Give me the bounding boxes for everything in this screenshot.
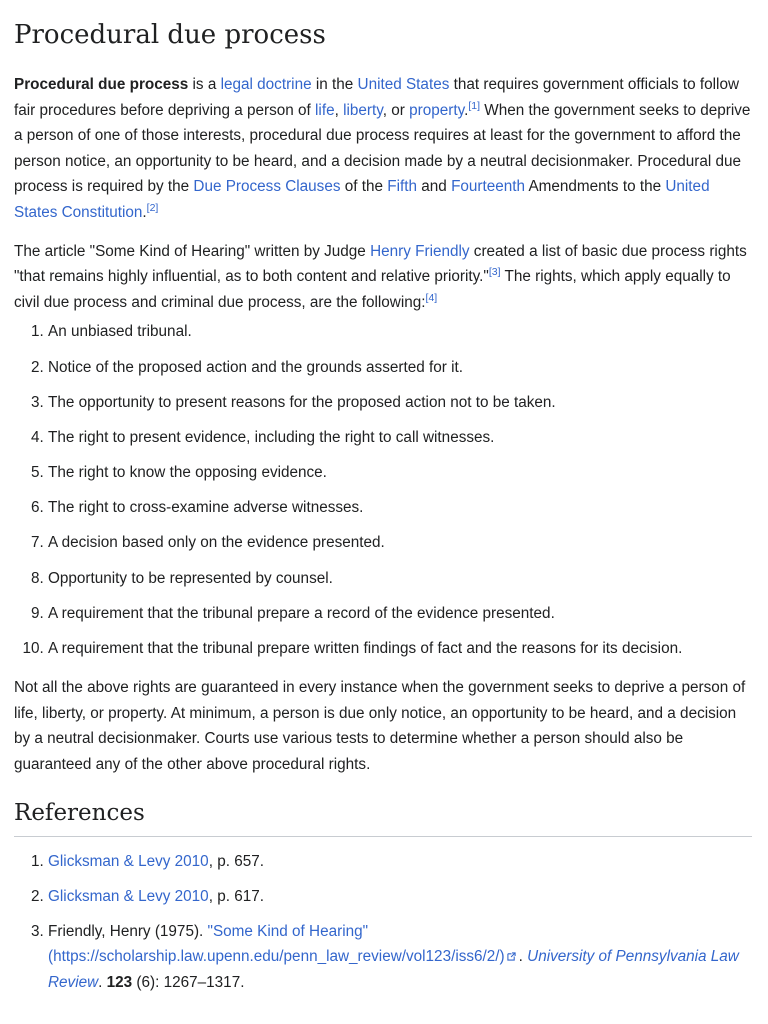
- link-property[interactable]: property: [409, 101, 465, 119]
- list-item: 3. The opportunity to present reasons for the proposed action not to be taken.: [48, 394, 754, 429]
- references-list: [14, 849, 754, 996]
- list-item: 10. A requirement that the tribunal prepare written findings of fact and the reasons for its decision.: [48, 640, 754, 675]
- link-henry-friendly[interactable]: Henry Friendly: [370, 242, 470, 260]
- text: The article "Some Kind of Hearing" written by Judge: [14, 242, 371, 260]
- text: of the: [340, 178, 388, 196]
- page-title: Procedural due process: [14, 20, 326, 50]
- friendly-paragraph: [14, 239, 754, 316]
- rights-list: [14, 323, 754, 675]
- text: The rights, which apply equally to civil due process and criminal due process, are the following:: [14, 268, 731, 311]
- text: .: [142, 203, 147, 221]
- list-item: 4. The right to present evidence, including the right to call witnesses.: [48, 429, 754, 464]
- text: , p. 657.: [208, 852, 264, 870]
- reference-link[interactable]: Glicksman & Levy 2010: [48, 852, 209, 870]
- text: (6): 1267–1317.: [132, 973, 245, 991]
- text: When the government seeks to deprive a person of one of those interests, procedural due process requires at least for the government to afford the person notice, an opportunity to be heard, and a decision made by a neutral decisionmaker. Procedural due process is required by the: [14, 101, 751, 196]
- text: Amendments to the: [525, 178, 666, 196]
- link-fourteenth[interactable]: Fourteenth: [451, 178, 526, 196]
- text: in the: [311, 76, 358, 93]
- intro-paragraph: [14, 72, 754, 226]
- external-reference-link[interactable]: "Some Kind of Hearing" (https://scholarship.law.upenn.edu/penn_law_review/vol123/iss6/2/): [48, 922, 505, 966]
- citation-1[interactable]: [1]: [468, 99, 481, 112]
- citation-4[interactable]: [4]: [425, 291, 438, 304]
- link-fifth[interactable]: Fifth: [387, 178, 418, 196]
- references-heading: References: [14, 798, 752, 837]
- text: is a: [188, 76, 221, 93]
- text: .: [98, 973, 107, 991]
- link-life[interactable]: life: [315, 101, 335, 119]
- list-item: 8. Opportunity to be represented by counsel.: [48, 570, 754, 605]
- list-item: 6. The right to cross-examine adverse witnesses.: [48, 499, 754, 534]
- journal-link[interactable]: University of Pennsylvania Law Review: [48, 948, 739, 991]
- list-item: 1. An unbiased tribunal.: [48, 323, 754, 358]
- link-due-process-clauses[interactable]: Due Process Clauses: [193, 178, 341, 196]
- external-link-icon[interactable]: [507, 944, 516, 953]
- list-item: 7. A decision based only on the evidence presented.: [48, 534, 754, 569]
- reference-item: [48, 884, 754, 910]
- list-item: 5. The right to know the opposing evidence.: [48, 464, 754, 499]
- reference-item: [48, 919, 754, 996]
- link-united-states[interactable]: United States: [357, 76, 450, 93]
- text: ,: [334, 101, 344, 119]
- text: .: [464, 101, 469, 119]
- reference-link[interactable]: Glicksman & Levy 2010: [48, 887, 209, 905]
- text: and: [417, 178, 452, 196]
- citation-3[interactable]: [3]: [488, 266, 501, 279]
- list-item: 9. A requirement that the tribunal prepare a record of the evidence presented.: [48, 605, 754, 640]
- text: , or: [382, 101, 410, 119]
- volume-number: 123: [106, 973, 133, 991]
- closing-paragraph: Not all the above rights are guaranteed in every instance when the government seeks to deprive a person of life, liberty, or property. At minimum, a person is due only notice, an opportunity to be heard, and a decision by a neutral decisionmaker. Courts use various tests to determine whether a person should also be guaranteed any of the other above procedural rights.: [14, 679, 746, 773]
- bold-term: Procedural due process: [14, 76, 189, 93]
- citation-2[interactable]: [2]: [146, 201, 159, 214]
- link-liberty[interactable]: liberty: [343, 101, 383, 119]
- link-united-states-constitution[interactable]: United States Constitution: [14, 178, 710, 221]
- text: .: [518, 948, 528, 966]
- link-legal-doctrine[interactable]: legal doctrine: [220, 76, 312, 93]
- list-item: 2. Notice of the proposed action and the grounds asserted for it.: [48, 359, 754, 394]
- text: Friendly, Henry (1975).: [48, 922, 208, 940]
- text: that requires government officials to follow fair procedures before depriving a person of: [14, 76, 740, 119]
- reference-item: [48, 849, 754, 875]
- text: , p. 617.: [208, 887, 264, 905]
- text: created a list of basic due process rights "that remains highly influential, as to both content and relative priority.": [14, 242, 747, 286]
